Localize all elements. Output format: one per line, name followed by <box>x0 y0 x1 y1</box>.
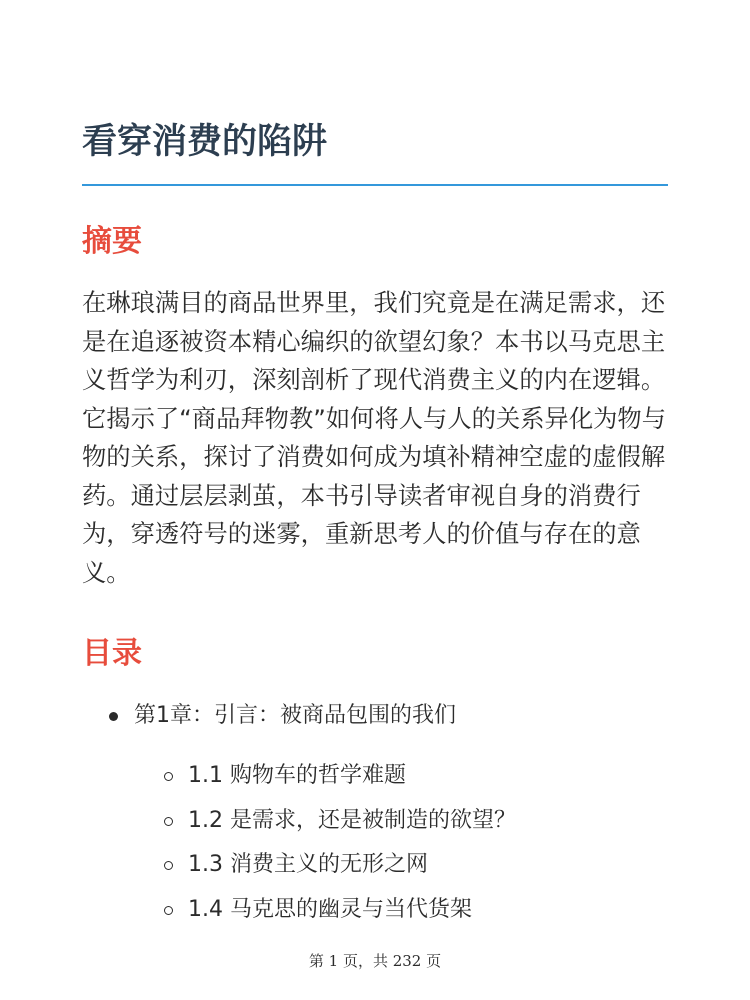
title-divider <box>82 184 668 186</box>
page-number: 第 1 页，共 232 页 <box>308 952 442 970</box>
toc-section-label: 1.1 购物车的哲学难题 <box>188 763 406 788</box>
toc-section-label: 1.3 消费主义的无形之网 <box>188 852 428 877</box>
toc-section-1-3 <box>134 843 516 888</box>
toc-section-label: 1.2 是需求，还是被制造的欲望？ <box>188 807 516 833</box>
hollow-bullet-icon <box>164 906 173 915</box>
toc-section-1-4 <box>134 888 516 933</box>
table-of-contents <box>82 698 516 932</box>
toc-chapter-1 <box>82 698 516 932</box>
toc-section-1-2 <box>134 799 516 844</box>
toc-chapter-label: 第1章：引言：被商品包围的我们 <box>134 703 456 728</box>
toc-heading: 目录 <box>82 636 142 671</box>
toc-section-label: 1.4 马克思的幽灵与当代货架 <box>188 896 472 922</box>
hollow-bullet-icon <box>164 772 173 781</box>
hollow-bullet-icon <box>164 817 173 826</box>
abstract-text: 在琳琅满目的商品世界里，我们究竟是在满足需求，还是在追逐被资本精心编织的欲望幻象？本书以马克思主义哲学为利刃，深刻剖析了现代消费主义的内在逻辑。它揭示了“商品拜物教”如何将人与人的关系异化为物与物的关系，探讨了消费如何成为填补精神空虚的虚假解药。通过层层剥茧，本书引导读者审视自身的消费行为，穿透符号的迷雾，重新思考人的价值与存在的意义。 <box>82 288 667 587</box>
abstract-heading: 摘要 <box>82 224 142 259</box>
toc-section-list <box>134 754 516 932</box>
book-title: 看穿消费的陷阱 <box>82 122 328 162</box>
hollow-bullet-icon <box>164 861 173 870</box>
filled-bullet-icon <box>109 712 118 721</box>
toc-section-1-1 <box>134 754 516 799</box>
